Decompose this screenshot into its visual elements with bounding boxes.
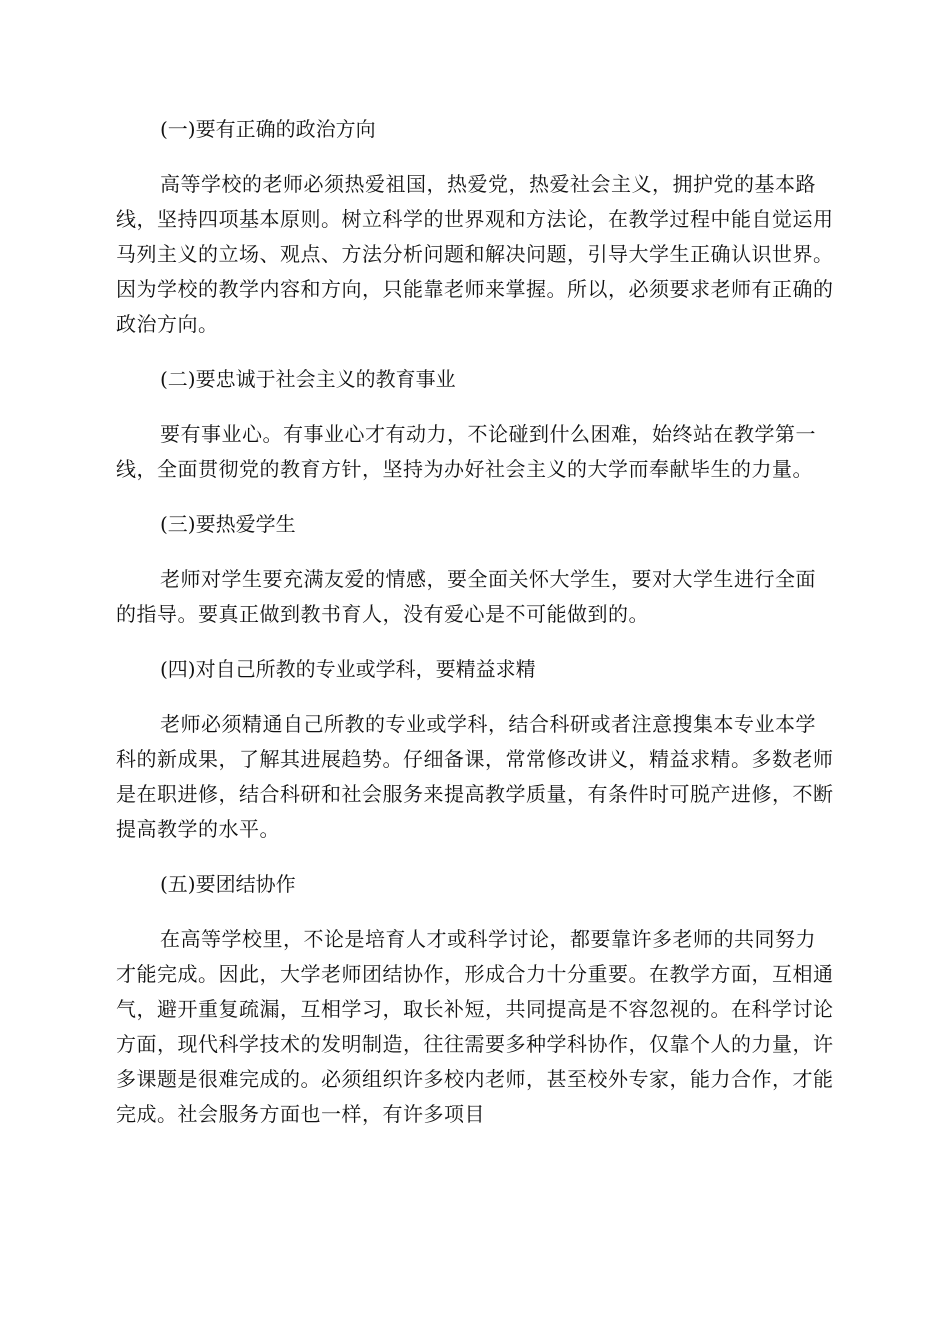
section-heading-1: (一)要有正确的政治方向 — [160, 117, 376, 141]
section-paragraph-1: 高等学校的老师必须热爱祖国，热爱党，热爱社会主义，拥护党的基本路线，坚持四项基本原则。树立科学的世界观和方法论，在教学过程中能自觉运用马列主义的立场、观点、方法分析问题和解决问题，引导大学生正确认识世界。因为学校的教学内容和方向，只能靠老师来掌握。所以，必须要求老师有正确的政治方向。 — [116, 172, 834, 336]
section-paragraph-3: 老师对学生要充满友爱的情感，要全面关怀大学生，要对大学生进行全面的指导。要真正做到教书育人，没有爱心是不可能做到的。 — [116, 567, 816, 626]
section-heading-2: (二)要忠诚于社会主义的教育事业 — [160, 367, 456, 391]
section-paragraph-4: 老师必须精通自己所教的专业或学科，结合科研或者注意搜集本专业本学科的新成果，了解其进展趋势。仔细备课，常常修改讲义，精益求精。多数老师是在职进修，结合科研和社会服务来提高教学质量，有条件时可脱产进修，不断提高教学的水平。 — [116, 712, 834, 841]
section-heading-3: (三)要热爱学生 — [160, 512, 296, 536]
document-body — [116, 112, 834, 1132]
section-paragraph-5: 在高等学校里，不论是培育人才或科学讨论，都要靠许多老师的共同努力才能完成。因此，大学老师团结协作，形成合力十分重要。在教学方面，互相通气，避开重复疏漏，互相学习，取长补短，共同提高是不容忽视的。在科学讨论方面，现代科学技术的发明制造，往往需要多种学科协作，仅靠个人的力量，许多课题是很难完成的。必须组织许多校内老师，甚至校外专家，能力合作，才能完成。社会服务方面也一样，有许多项目 — [116, 927, 834, 1126]
section-heading-5: (五)要团结协作 — [160, 872, 296, 896]
section-heading-4: (四)对自己所教的专业或学科，要精益求精 — [160, 657, 536, 681]
section-paragraph-2: 要有事业心。有事业心才有动力，不论碰到什么困难，始终站在教学第一线，全面贯彻党的教育方针，坚持为办好社会主义的大学而奉献毕生的力量。 — [116, 422, 816, 481]
